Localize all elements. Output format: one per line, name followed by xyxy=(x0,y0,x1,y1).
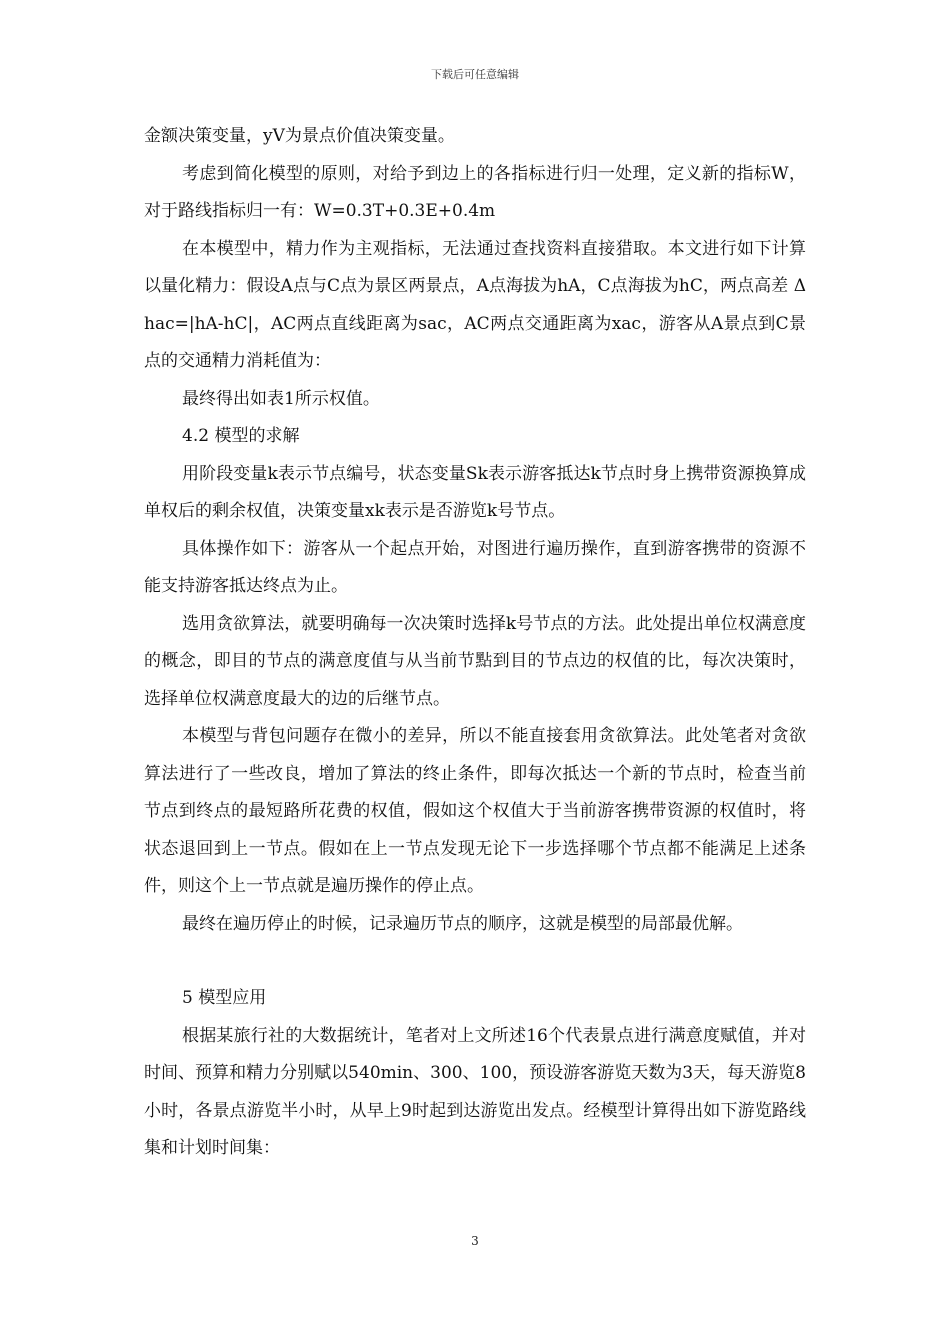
paragraph-stage-variables: 用阶段变量k表示节点编号，状态变量Sk表示游客抵达k节点时身上携带资源换算成单权后的剩余权值，决策变量xk表示是否游览k号节点。 xyxy=(144,463,806,521)
paragraph-knapsack-difference: 本模型与背包问题存在微小的差异，所以不能直接套用贪欲算法。此处笔者对贪欲算法进行了一些改良，增加了算法的终止条件，即每次抵达一个新的节点时，检查当前节点到终点的最短路所花费的权值，假如这个权值大于当前游客携带资源的权值时，将状态退回到上一节点。假如在上一节点发现无论下一步选择哪个节点都不能满足上述条件，则这个上一节点就是遍历操作的停止点。 xyxy=(144,726,806,896)
page-number: 3 xyxy=(471,1234,479,1248)
paragraph-local-optimum: 最终在遍历停止的时候，记录遍历节点的顺序，这就是模型的局部最优解。 xyxy=(182,913,743,934)
paragraph-model-application: 根据某旅行社的大数据统计，笔者对上文所述16个代表景点进行满意度赋值，并对时间、预算和精力分别赋以540min、300、100，预设游客游览天数为3天，每天游览8小时，各景点游览半小时，从早上9时起到达游览出发点。经模型计算得出如下游览路线集和计划时间集： xyxy=(144,1025,806,1158)
page-header: 下载后可任意编辑 xyxy=(431,68,519,81)
paragraph-weights-result: 最终得出如表1所示权值。 xyxy=(182,388,380,409)
paragraph-greedy-algorithm: 选用贪欲算法，就要明确每一次决策时选择k号节点的方法。此处提出单位权满意度的概念，即目的节点的满意度值与从当前节點到目的节点边的权值的比，每次决策时，选择单位权满意度最大的边的后继节点。 xyxy=(144,613,806,709)
section-heading-5: 5 模型应用 xyxy=(182,988,267,1008)
paragraph-energy-quantification: 在本模型中，精力作为主观指标，无法通过查找资料直接猎取。本文进行如下计算以量化精力：假设A点与C点为景区两景点，A点海拔为hA，C点海拔为hC，两点高差 Δhac=|hA-hC|，AC两点直线距离为sac，AC两点交通距离为xac，游客从A景点到C景点的交通精力消耗值为： xyxy=(144,238,806,371)
paragraph-operation-steps: 具体操作如下：游客从一个起点开始，对图进行遍历操作，直到游客携带的资源不能支持游客抵达终点为止。 xyxy=(144,538,806,596)
section-heading-4-2: 4.2 模型的求解 xyxy=(182,426,300,446)
paragraph-normalization: 考虑到简化模型的原则，对给予到边上的各指标进行归一处理，定义新的指标W，对于路线指标归一有：W=0.3T+0.3E+0.4m xyxy=(144,163,806,221)
document-body xyxy=(144,118,806,1168)
paragraph-decision-variables: 金额决策变量，yV为景点价值决策变量。 xyxy=(144,126,455,146)
section-spacer xyxy=(144,943,806,980)
